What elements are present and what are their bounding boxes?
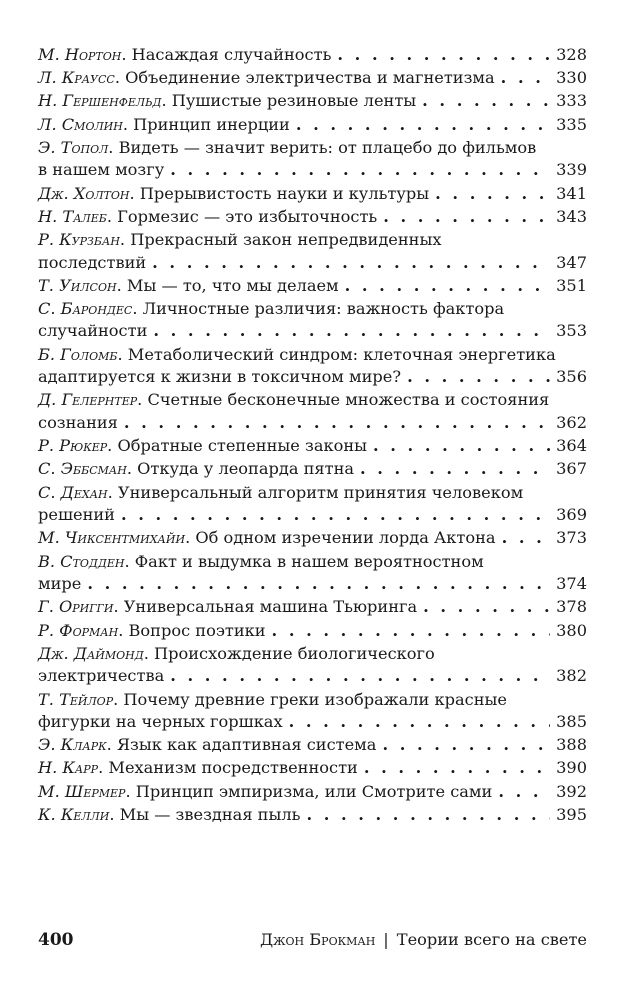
toc-entry-line xyxy=(38,643,587,666)
toc-entry xyxy=(38,620,587,643)
toc-leader-dots xyxy=(87,573,550,596)
toc-page-number: 364 xyxy=(556,436,587,456)
toc-leader-dots xyxy=(345,275,550,298)
running-head-separator: | xyxy=(383,930,389,949)
toc-page-number: 395 xyxy=(556,804,587,824)
toc-title-continuation: случайности xyxy=(38,321,148,341)
toc-author: Н. Карр xyxy=(38,758,99,778)
toc-title-continuation: в нашем мозгу xyxy=(38,160,165,180)
toc-page-number: 351 xyxy=(556,275,587,295)
toc-entry xyxy=(38,527,587,550)
toc-author: М. Нортон xyxy=(38,45,122,64)
toc-leader-dots xyxy=(170,159,550,182)
toc-entry-heading: М. Нортон. Насаждая случайность xyxy=(38,45,332,64)
toc-entry-line xyxy=(38,689,587,712)
toc-author: Н. Гершенфельд xyxy=(38,91,162,111)
toc-title: Обратные степенные законы xyxy=(117,436,368,456)
toc-entry xyxy=(38,689,587,734)
toc-entry xyxy=(38,643,587,688)
table-of-contents xyxy=(38,44,587,827)
toc-entry-line xyxy=(38,665,587,688)
toc-title: Почему древние греки изображали красные xyxy=(123,689,507,709)
toc-entry-heading: Г. Оригги. Универсальная машина Тьюринга xyxy=(38,597,418,617)
toc-author: Р. Форман xyxy=(38,620,119,640)
toc-author: Э. Кларк xyxy=(38,735,107,755)
toc-entry xyxy=(38,482,587,527)
toc-page-number: 369 xyxy=(556,505,587,525)
toc-title-continuation: фигурки на черных горшках xyxy=(38,712,283,732)
toc-page-number: 378 xyxy=(556,597,587,617)
toc-title: Мы — то, что мы делаем xyxy=(126,275,339,295)
toc-entry-heading: Л. Краусс. Объединение электричества и магнетизма xyxy=(38,68,495,88)
toc-entry-line xyxy=(38,183,587,206)
toc-page-number: 335 xyxy=(556,114,587,134)
toc-page-number: 373 xyxy=(556,528,587,548)
toc-page-number: 367 xyxy=(556,459,587,479)
page-footer xyxy=(38,930,587,950)
toc-page-number: 328 xyxy=(556,45,587,64)
toc-entry xyxy=(38,458,587,481)
toc-entry xyxy=(38,67,587,90)
toc-title: Принцип инерции xyxy=(133,114,290,134)
toc-author: Э. Топол xyxy=(38,137,109,157)
toc-entry-heading: М. Чиксентмихайи. Об одном изречении лорда Актона xyxy=(38,528,496,548)
toc-author: М. Шермер xyxy=(38,781,126,801)
toc-page-number: 390 xyxy=(556,758,587,778)
toc-leader-dots xyxy=(152,252,550,275)
page-number: 400 xyxy=(38,930,74,950)
toc-leader-dots xyxy=(337,44,550,67)
toc-page-number: 374 xyxy=(556,574,587,594)
toc-entry-heading: Б. Голомб. Метаболический синдром: клеточная энергетика xyxy=(38,344,556,364)
toc-entry xyxy=(38,757,587,780)
toc-entry-heading: Дж. Даймонд. Происхождение биологического xyxy=(38,643,435,663)
toc-entry-heading: Т. Тейлор. Почему древние греки изображали красные xyxy=(38,689,507,709)
toc-page-number: 353 xyxy=(556,321,587,341)
toc-author: Л. Смолин xyxy=(38,114,123,134)
toc-author: Р. Рюкер xyxy=(38,436,108,456)
toc-title-continuation: сознания xyxy=(38,413,118,433)
toc-entry-line xyxy=(38,711,587,734)
toc-author: Л. Краусс xyxy=(38,68,115,88)
toc-title: Принцип эмпиризма, или Смотрите сами xyxy=(135,781,493,801)
toc-author: Т. Тейлор xyxy=(38,689,114,709)
toc-leader-dots xyxy=(153,320,550,343)
toc-entry-line xyxy=(38,435,587,458)
toc-leader-dots xyxy=(121,504,550,527)
toc-page-number: 330 xyxy=(556,68,587,88)
toc-author: Р. Курзбан xyxy=(38,229,120,249)
toc-entry-heading: Т. Уилсон. Мы — то, что мы делаем xyxy=(38,275,339,295)
toc-page-number: 356 xyxy=(556,367,587,387)
toc-leader-dots xyxy=(502,527,551,550)
toc-entry-line xyxy=(38,137,587,160)
toc-entry-heading: Э. Кларк. Язык как адаптивная система xyxy=(38,735,377,755)
toc-entry xyxy=(38,804,587,827)
toc-author: Г. Оригги xyxy=(38,597,114,617)
toc-title: Прекрасный закон непредвиденных xyxy=(130,229,442,249)
toc-entry xyxy=(38,551,587,596)
toc-entry xyxy=(38,229,587,274)
toc-entry-heading: Л. Смолин. Принцип инерции xyxy=(38,114,290,134)
toc-leader-dots xyxy=(124,412,550,435)
toc-page-number: 343 xyxy=(556,206,587,226)
toc-page-number: 333 xyxy=(556,91,587,111)
toc-entry-line xyxy=(38,229,587,252)
running-head-title: Теории всего на свете xyxy=(396,930,587,949)
toc-page-number: 388 xyxy=(556,735,587,755)
toc-title: Метаболический синдром: клеточная энергетика xyxy=(127,344,556,364)
toc-entry xyxy=(38,114,587,137)
toc-entry xyxy=(38,137,587,182)
toc-entry-heading: В. Стодден. Факт и выдумка в нашем вероятностном xyxy=(38,551,484,571)
toc-title: Прерывистость науки и культуры xyxy=(139,183,430,203)
toc-author: Т. Уилсон xyxy=(38,275,117,295)
toc-title-continuation: решений xyxy=(38,505,115,525)
toc-author: Дж. Даймонд xyxy=(38,643,144,663)
toc-page-number: 347 xyxy=(556,252,587,272)
toc-entry xyxy=(38,206,587,229)
toc-leader-dots xyxy=(364,757,550,780)
toc-entry-heading: Р. Форман. Вопрос поэтики xyxy=(38,620,266,640)
toc-entry xyxy=(38,183,587,206)
toc-entry-heading: Э. Топол. Видеть — значит верить: от плацебо до фильмов xyxy=(38,137,537,157)
toc-leader-dots xyxy=(423,596,550,619)
toc-title: Факт и выдумка в нашем вероятностном xyxy=(134,551,484,571)
toc-entry xyxy=(38,781,587,804)
toc-title: Видеть — значит верить: от плацебо до фильмов xyxy=(118,137,537,157)
toc-author: В. Стодден xyxy=(38,551,125,571)
toc-entry-line xyxy=(38,344,587,367)
toc-entry xyxy=(38,389,587,434)
toc-entry xyxy=(38,44,587,67)
toc-page-number: 382 xyxy=(556,666,587,686)
toc-entry xyxy=(38,90,587,113)
toc-leader-dots xyxy=(382,734,550,757)
toc-author: Н. Талеб xyxy=(38,206,107,226)
toc-entry-line xyxy=(38,504,587,527)
toc-title: Происхождение биологического xyxy=(154,643,435,663)
toc-entry xyxy=(38,734,587,757)
toc-entry-heading: Д. Гелернтер. Счетные бесконечные множества и состояния xyxy=(38,390,550,410)
toc-entry-line xyxy=(38,389,587,412)
toc-entry-line xyxy=(38,114,587,137)
toc-title: Счетные бесконечные множества и состояния xyxy=(147,390,550,410)
toc-entry-line xyxy=(38,527,587,550)
toc-title: Откуда у леопарда пятна xyxy=(137,459,355,479)
toc-author: С. Дехан xyxy=(38,482,108,502)
toc-entry-line xyxy=(38,551,587,574)
toc-leader-dots xyxy=(498,781,550,804)
toc-entry-line xyxy=(38,620,587,643)
toc-page-number: 385 xyxy=(556,712,587,732)
toc-entry xyxy=(38,596,587,619)
toc-entry xyxy=(38,344,587,389)
toc-page-number: 392 xyxy=(556,781,587,801)
toc-title: Гормезис — это избыточность xyxy=(117,206,378,226)
toc-entry-heading: С. Дехан. Универсальный алгоритм принятия человеком xyxy=(38,482,524,502)
toc-entry-line xyxy=(38,252,587,275)
toc-title: Насаждая случайность xyxy=(131,45,332,64)
toc-entry-line xyxy=(38,458,587,481)
toc-entry-line xyxy=(38,804,587,827)
toc-entry-heading: Дж. Холтон. Прерывистость науки и культуры xyxy=(38,183,430,203)
toc-entry-line xyxy=(38,366,587,389)
toc-page-number: 341 xyxy=(556,183,587,203)
toc-leader-dots xyxy=(170,665,550,688)
toc-entry-line xyxy=(38,781,587,804)
toc-entry-heading: С. Барондес. Личностные различия: важность фактора xyxy=(38,298,505,318)
toc-author: К. Келли xyxy=(38,804,110,824)
toc-entry-heading: Р. Курзбан. Прекрасный закон непредвиденных xyxy=(38,229,442,249)
toc-entry-heading: Р. Рюкер. Обратные степенные законы xyxy=(38,436,368,456)
toc-entry-heading: С. Эббсман. Откуда у леопарда пятна xyxy=(38,459,355,479)
toc-title: Объединение электричества и магнетизма xyxy=(125,68,495,88)
toc-page-number: 380 xyxy=(556,620,587,640)
toc-page-number: 339 xyxy=(556,160,587,180)
toc-entry-heading: Н. Гершенфельд. Пушистые резиновые ленты xyxy=(38,91,417,111)
toc-author: Д. Гелернтер xyxy=(38,390,138,410)
toc-leader-dots xyxy=(272,620,551,643)
toc-leader-dots xyxy=(373,435,550,458)
toc-leader-dots xyxy=(383,206,550,229)
toc-leader-dots xyxy=(501,67,550,90)
toc-title-continuation: мире xyxy=(38,574,82,594)
toc-entry xyxy=(38,275,587,298)
toc-entry-line xyxy=(38,596,587,619)
toc-entry-line xyxy=(38,206,587,229)
toc-leader-dots xyxy=(407,366,550,389)
toc-author: Дж. Холтон xyxy=(38,183,130,203)
toc-author: С. Эббсман xyxy=(38,459,127,479)
toc-title: Механизм посредственности xyxy=(108,758,358,778)
toc-title: Мы — звездная пыль xyxy=(119,804,301,824)
toc-entry-line xyxy=(38,275,587,298)
toc-entry-line xyxy=(38,90,587,113)
toc-page-number: 362 xyxy=(556,413,587,433)
toc-entry xyxy=(38,435,587,458)
toc-entry-heading: К. Келли. Мы — звездная пыль xyxy=(38,804,301,824)
toc-title: Пушистые резиновые ленты xyxy=(171,91,417,111)
toc-entry xyxy=(38,298,587,343)
toc-entry-line xyxy=(38,482,587,505)
toc-title-continuation: адаптируется к жизни в токсичном мире? xyxy=(38,367,402,387)
toc-title: Об одном изречении лорда Актона xyxy=(195,528,496,548)
toc-title-continuation: электричества xyxy=(38,666,165,686)
toc-leader-dots xyxy=(306,804,550,827)
toc-title: Универсальная машина Тьюринга xyxy=(123,597,418,617)
toc-author: Б. Голомб xyxy=(38,344,118,364)
running-head-author: Джон Брокман xyxy=(260,930,376,949)
toc-entry-line xyxy=(38,320,587,343)
toc-entry-line xyxy=(38,573,587,596)
toc-title-continuation: последствий xyxy=(38,252,147,272)
toc-entry-line xyxy=(38,298,587,321)
toc-entry-line xyxy=(38,757,587,780)
toc-title: Вопрос поэтики xyxy=(128,620,266,640)
toc-entry-heading: Н. Карр. Механизм посредственности xyxy=(38,758,358,778)
toc-leader-dots xyxy=(422,90,550,113)
toc-entry-heading: Н. Талеб. Гормезис — это избыточность xyxy=(38,206,378,226)
toc-entry-line xyxy=(38,67,587,90)
toc-entry-line xyxy=(38,412,587,435)
toc-title: Личностные различия: важность фактора xyxy=(142,298,505,318)
toc-leader-dots xyxy=(289,711,551,734)
toc-leader-dots xyxy=(435,183,550,206)
toc-leader-dots xyxy=(296,114,550,137)
toc-title: Язык как адаптивная система xyxy=(116,735,377,755)
toc-leader-dots xyxy=(360,458,550,481)
toc-author: С. Барондес xyxy=(38,298,133,318)
toc-entry-line xyxy=(38,44,587,67)
toc-title: Универсальный алгоритм принятия человеком xyxy=(117,482,524,502)
toc-author: М. Чиксентмихайи xyxy=(38,528,186,548)
toc-entry-line xyxy=(38,734,587,757)
toc-entry-heading: М. Шермер. Принцип эмпиризма, или Смотрите сами xyxy=(38,781,493,801)
toc-entry-line xyxy=(38,159,587,182)
